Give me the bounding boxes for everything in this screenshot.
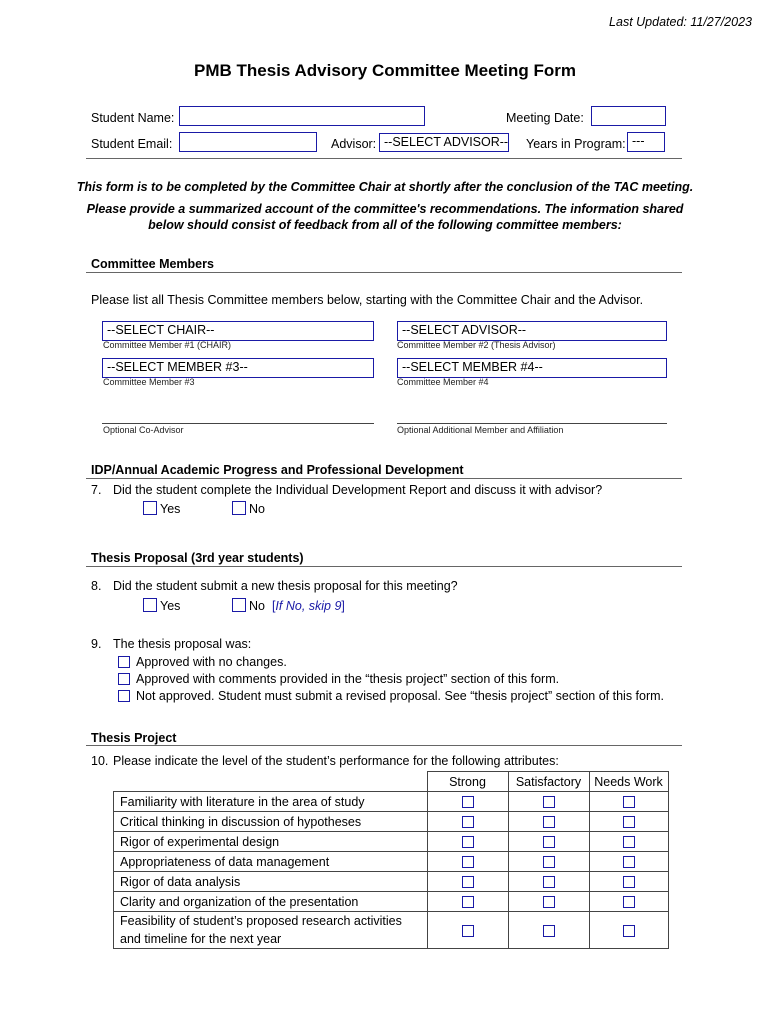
co-advisor-field[interactable] <box>102 423 374 424</box>
q7-yes-checkbox[interactable] <box>143 501 157 515</box>
table-row <box>114 912 669 949</box>
attribute-label: Rigor of data analysis <box>114 872 428 892</box>
q7-no-label: No <box>249 502 265 516</box>
rating-checkbox[interactable] <box>462 876 474 888</box>
rating-checkbox[interactable] <box>543 816 555 828</box>
member-1-caption: Committee Member #1 (CHAIR) <box>103 340 232 350</box>
rating-checkbox[interactable] <box>623 896 635 908</box>
student-email-field[interactable] <box>179 132 317 152</box>
attribute-label: Familiarity with literature in the area of study <box>114 792 428 812</box>
last-updated: Last Updated: 11/27/2023 <box>609 15 752 29</box>
q8-yes-checkbox[interactable] <box>143 598 157 612</box>
rating-checkbox[interactable] <box>543 836 555 848</box>
proposal-divider <box>86 566 682 567</box>
col-strong: Strong <box>427 772 508 792</box>
student-name-label: Student Name: <box>91 111 175 125</box>
project-heading: Thesis Project <box>91 731 177 745</box>
rating-checkbox[interactable] <box>543 896 555 908</box>
rating-checkbox[interactable] <box>462 896 474 908</box>
q9-option-1-checkbox[interactable] <box>118 656 130 668</box>
rating-checkbox[interactable] <box>543 876 555 888</box>
intro-line-1: This form is to be completed by the Committee Chair at shortly after the conclusion of the TAC meeting. <box>76 180 694 194</box>
q8-skip-note: If No, skip 9 <box>275 599 342 613</box>
table-row <box>114 892 669 912</box>
advisor-label: Advisor: <box>331 137 377 151</box>
attribute-label: Clarity and organization of the presentation <box>114 892 428 912</box>
rating-checkbox[interactable] <box>462 796 474 808</box>
q8-note-open: [ <box>271 599 276 613</box>
proposal-heading: Thesis Proposal (3rd year students) <box>91 551 304 565</box>
table-row <box>114 812 669 832</box>
rating-checkbox[interactable] <box>543 925 555 937</box>
member-4-select[interactable]: --SELECT MEMBER #4-- <box>397 358 667 378</box>
rating-checkbox[interactable] <box>623 925 635 937</box>
years-select[interactable]: --- <box>627 132 665 152</box>
member-1-select[interactable]: --SELECT CHAIR-- <box>102 321 374 341</box>
rating-checkbox[interactable] <box>623 856 635 868</box>
committee-heading: Committee Members <box>91 257 214 271</box>
rating-checkbox[interactable] <box>462 816 474 828</box>
committee-divider <box>86 272 682 273</box>
member-3-caption: Committee Member #3 <box>103 377 195 387</box>
header-divider <box>86 158 682 159</box>
student-email-label: Student Email: <box>91 137 173 151</box>
q9-option-3-checkbox[interactable] <box>118 690 130 702</box>
intro-line-3: below should consist of feedback from all of the following committee members: <box>148 218 622 232</box>
q9-option-1-label: Approved with no changes. <box>136 655 287 669</box>
attribute-label: Rigor of experimental design <box>114 832 428 852</box>
idp-divider <box>86 478 682 479</box>
member-4-caption: Committee Member #4 <box>397 377 489 387</box>
member-2-select[interactable]: --SELECT ADVISOR-- <box>397 321 667 341</box>
table-row <box>114 872 669 892</box>
attribute-label: Feasibility of student’s proposed research activities <box>120 914 402 928</box>
attribute-label: Critical thinking in discussion of hypotheses <box>114 812 428 832</box>
attribute-label-cont: and timeline for the next year <box>120 932 282 946</box>
student-name-field[interactable] <box>179 106 425 126</box>
rating-checkbox[interactable] <box>543 856 555 868</box>
attribute-table <box>113 771 669 949</box>
q10-text: Please indicate the level of the student’s performance for the following attributes: <box>113 754 559 768</box>
rating-checkbox[interactable] <box>623 816 635 828</box>
q9-option-2-checkbox[interactable] <box>118 673 130 685</box>
advisor-select[interactable]: --SELECT ADVISOR-- <box>379 133 509 152</box>
project-divider <box>86 745 682 746</box>
form-title: PMB Thesis Advisory Committee Meeting Form <box>194 61 576 80</box>
col-satisfactory: Satisfactory <box>508 772 589 792</box>
additional-member-field[interactable] <box>397 423 667 424</box>
q8-no-label <box>249 599 345 613</box>
rating-checkbox[interactable] <box>623 836 635 848</box>
q8-number: 8. <box>91 579 102 593</box>
q8-text: Did the student submit a new thesis proposal for this meeting? <box>113 579 458 593</box>
q7-yes-label: Yes <box>160 502 181 516</box>
table-row <box>114 792 669 812</box>
q7-text: Did the student complete the Individual Development Report and discuss it with advisor? <box>113 483 603 497</box>
rating-checkbox[interactable] <box>543 796 555 808</box>
rating-checkbox[interactable] <box>462 856 474 868</box>
attribute-label: Appropriateness of data management <box>114 852 428 872</box>
table-row <box>114 852 669 872</box>
q9-option-3-label: Not approved. Student must submit a revised proposal. See “thesis project” section of this form. <box>136 689 665 703</box>
idp-heading: IDP/Annual Academic Progress and Professional Development <box>91 463 464 477</box>
q9-number: 9. <box>91 637 102 651</box>
q8-note-close: ] <box>341 599 345 613</box>
q7-number: 7. <box>91 483 102 497</box>
table-row <box>114 832 669 852</box>
member-2-caption: Committee Member #2 (Thesis Advisor) <box>397 340 556 350</box>
col-needs-work: Needs Work <box>589 772 668 792</box>
rating-checkbox[interactable] <box>623 876 635 888</box>
rating-checkbox[interactable] <box>462 925 474 937</box>
member-3-select[interactable]: --SELECT MEMBER #3-- <box>102 358 374 378</box>
q10-number: 10. <box>91 754 109 768</box>
q9-option-2-label: Approved with comments provided in the “thesis project” section of this form. <box>136 672 560 686</box>
header-blank <box>114 772 428 792</box>
q8-yes-label: Yes <box>160 599 181 613</box>
attribute-label-multiline <box>114 912 428 949</box>
additional-member-caption: Optional Additional Member and Affiliation <box>397 425 564 435</box>
q9-text: The thesis proposal was: <box>113 637 252 651</box>
meeting-date-field[interactable] <box>591 106 666 126</box>
co-advisor-caption: Optional Co-Advisor <box>103 425 184 435</box>
committee-instruction: Please list all Thesis Committee members below, starting with the Committee Chair and the Advisor. <box>91 293 644 307</box>
table-header-row <box>114 772 669 792</box>
rating-checkbox[interactable] <box>462 836 474 848</box>
years-label: Years in Program: <box>526 137 626 151</box>
meeting-date-label: Meeting Date: <box>506 111 584 125</box>
rating-checkbox[interactable] <box>623 796 635 808</box>
q7-no-checkbox[interactable] <box>232 501 246 515</box>
q8-no-text: No <box>249 599 265 613</box>
q8-no-checkbox[interactable] <box>232 598 246 612</box>
intro-line-2: Please provide a summarized account of the committee's recommendations. The information shared <box>86 202 684 216</box>
